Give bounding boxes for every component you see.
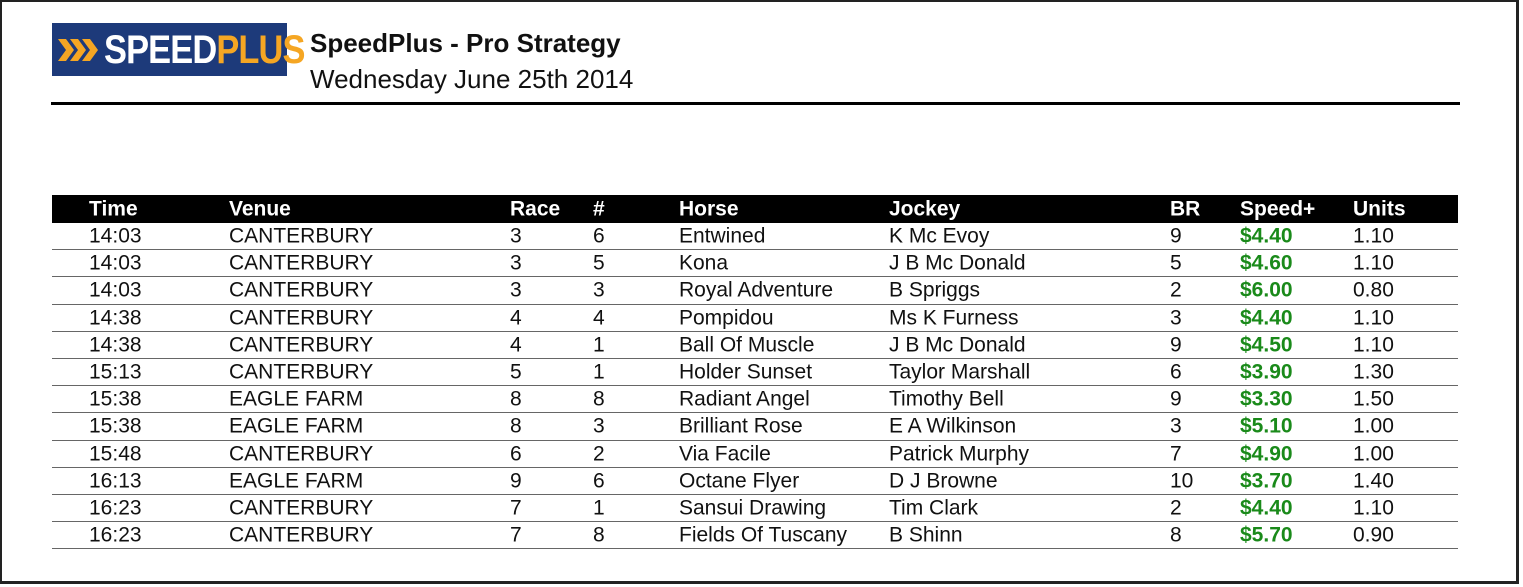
cell-horse: Sansui Drawing — [679, 496, 827, 520]
cell-number: 1 — [593, 360, 605, 384]
cell-horse: Via Facile — [679, 442, 771, 466]
cell-br: 9 — [1170, 224, 1182, 248]
cell-race: 4 — [510, 306, 522, 330]
cell-units: 1.30 — [1353, 360, 1394, 384]
page-date: Wednesday June 25th 2014 — [310, 64, 634, 94]
cell-speed: $5.70 — [1240, 523, 1293, 547]
cell-venue: CANTERBURY — [229, 251, 374, 275]
column-header-horse: Horse — [679, 197, 739, 221]
cell-horse: Royal Adventure — [679, 278, 834, 302]
cell-horse: Pompidou — [679, 306, 774, 330]
cell-venue: CANTERBURY — [229, 306, 374, 330]
cell-speed: $6.00 — [1240, 278, 1293, 302]
cell-race: 4 — [510, 333, 522, 357]
table-row — [52, 277, 1458, 304]
table-row — [52, 468, 1458, 495]
table-row — [52, 522, 1458, 549]
cell-speed: $4.60 — [1240, 251, 1293, 275]
cell-time: 16:23 — [89, 496, 142, 520]
table-row — [52, 305, 1458, 332]
cell-venue: EAGLE FARM — [229, 387, 364, 411]
speedplus-logo — [52, 23, 305, 76]
cell-race: 5 — [510, 360, 522, 384]
cell-number: 3 — [593, 414, 605, 438]
cell-speed: $3.30 — [1240, 387, 1293, 411]
cell-jockey: B Spriggs — [889, 278, 981, 302]
cell-jockey: Patrick Murphy — [889, 442, 1030, 466]
column-header-number: # — [593, 197, 605, 221]
cell-jockey: Ms K Furness — [889, 306, 1019, 330]
cell-br: 7 — [1170, 442, 1182, 466]
cell-venue: CANTERBURY — [229, 278, 374, 302]
column-header-units: Units — [1353, 197, 1406, 221]
cell-units: 0.90 — [1353, 523, 1394, 547]
cell-time: 14:38 — [89, 333, 142, 357]
cell-time: 14:03 — [89, 278, 142, 302]
table-row — [52, 413, 1458, 440]
cell-venue: CANTERBURY — [229, 496, 374, 520]
cell-number: 4 — [593, 306, 605, 330]
table-row — [52, 386, 1458, 413]
cell-number: 6 — [593, 224, 605, 248]
cell-br: 10 — [1170, 469, 1194, 493]
cell-jockey: D J Browne — [889, 469, 998, 493]
cell-race: 7 — [510, 496, 522, 520]
cell-speed: $5.10 — [1240, 414, 1293, 438]
cell-time: 16:13 — [89, 469, 142, 493]
cell-jockey: J B Mc Donald — [889, 333, 1026, 357]
cell-horse: Fields Of Tuscany — [679, 523, 848, 547]
cell-time: 15:38 — [89, 414, 142, 438]
cell-number: 8 — [593, 523, 605, 547]
cell-race: 3 — [510, 278, 522, 302]
cell-venue: CANTERBURY — [229, 523, 374, 547]
selections-table — [52, 195, 1458, 549]
table-row — [52, 223, 1458, 250]
cell-units: 1.10 — [1353, 496, 1394, 520]
cell-horse: Octane Flyer — [679, 469, 800, 493]
cell-speed: $4.40 — [1240, 306, 1293, 330]
cell-venue: CANTERBURY — [229, 224, 374, 248]
cell-race: 3 — [510, 251, 522, 275]
cell-units: 1.10 — [1353, 333, 1394, 357]
header-divider — [51, 102, 1460, 105]
cell-race: 9 — [510, 469, 522, 493]
column-header-jockey: Jockey — [889, 197, 961, 221]
cell-time: 14:03 — [89, 224, 142, 248]
cell-br: 2 — [1170, 278, 1182, 302]
cell-br: 2 — [1170, 496, 1182, 520]
logo-speed: SPEED — [104, 27, 217, 72]
cell-race: 8 — [510, 414, 522, 438]
table-row — [52, 332, 1458, 359]
cell-venue: EAGLE FARM — [229, 414, 364, 438]
cell-units: 1.10 — [1353, 251, 1394, 275]
column-header-speed: Speed+ — [1240, 197, 1316, 221]
cell-horse: Entwined — [679, 224, 766, 248]
cell-venue: CANTERBURY — [229, 360, 374, 384]
cell-br: 6 — [1170, 360, 1182, 384]
column-header-venue: Venue — [229, 197, 291, 221]
cell-units: 1.40 — [1353, 469, 1394, 493]
cell-jockey: B Shinn — [889, 523, 963, 547]
cell-number: 6 — [593, 469, 605, 493]
cell-br: 5 — [1170, 251, 1182, 275]
cell-time: 14:03 — [89, 251, 142, 275]
cell-race: 7 — [510, 523, 522, 547]
cell-speed: $3.90 — [1240, 360, 1293, 384]
cell-horse: Brilliant Rose — [679, 414, 803, 438]
cell-venue: EAGLE FARM — [229, 469, 364, 493]
cell-units: 1.10 — [1353, 306, 1394, 330]
cell-number: 1 — [593, 496, 605, 520]
cell-units: 1.00 — [1353, 414, 1394, 438]
cell-horse: Holder Sunset — [679, 360, 813, 384]
cell-number: 2 — [593, 442, 605, 466]
cell-race: 8 — [510, 387, 522, 411]
cell-number: 8 — [593, 387, 605, 411]
table-row — [52, 495, 1458, 522]
table-body — [52, 223, 1458, 549]
cell-horse: Kona — [679, 251, 729, 275]
cell-horse: Radiant Angel — [679, 387, 810, 411]
cell-time: 15:13 — [89, 360, 142, 384]
cell-jockey: K Mc Evoy — [889, 224, 990, 248]
cell-time: 16:23 — [89, 523, 142, 547]
cell-time: 15:48 — [89, 442, 142, 466]
cell-speed: $3.70 — [1240, 469, 1293, 493]
table-row — [52, 441, 1458, 468]
cell-time: 14:38 — [89, 306, 142, 330]
cell-br: 8 — [1170, 523, 1182, 547]
cell-units: 1.50 — [1353, 387, 1394, 411]
cell-units: 1.00 — [1353, 442, 1394, 466]
cell-race: 6 — [510, 442, 522, 466]
cell-br: 9 — [1170, 333, 1182, 357]
table-row — [52, 359, 1458, 386]
cell-number: 1 — [593, 333, 605, 357]
cell-horse: Ball Of Muscle — [679, 333, 815, 357]
cell-venue: CANTERBURY — [229, 442, 374, 466]
cell-number: 5 — [593, 251, 605, 275]
cell-br: 9 — [1170, 387, 1182, 411]
cell-br: 3 — [1170, 306, 1182, 330]
table-row — [52, 250, 1458, 277]
cell-units: 0.80 — [1353, 278, 1394, 302]
cell-units: 1.10 — [1353, 224, 1394, 248]
column-header-race: Race — [510, 197, 561, 221]
cell-venue: CANTERBURY — [229, 333, 374, 357]
logo-wordmark — [104, 27, 305, 72]
cell-jockey: Timothy Bell — [889, 387, 1004, 411]
page-title: SpeedPlus - Pro Strategy — [310, 28, 621, 58]
table-header — [52, 195, 1458, 223]
chevrons-icon — [56, 35, 100, 65]
cell-jockey: E A Wilkinson — [889, 414, 1017, 438]
cell-time: 15:38 — [89, 387, 142, 411]
cell-speed: $4.50 — [1240, 333, 1293, 357]
cell-speed: $4.90 — [1240, 442, 1293, 466]
logo-plus: PLUS — [216, 27, 305, 72]
cell-race: 3 — [510, 224, 522, 248]
cell-jockey: Taylor Marshall — [889, 360, 1031, 384]
column-header-br: BR — [1170, 197, 1201, 221]
cell-jockey: Tim Clark — [889, 496, 979, 520]
cell-number: 3 — [593, 278, 605, 302]
cell-br: 3 — [1170, 414, 1182, 438]
cell-speed: $4.40 — [1240, 496, 1293, 520]
cell-speed: $4.40 — [1240, 224, 1293, 248]
column-header-time: Time — [89, 197, 138, 221]
cell-jockey: J B Mc Donald — [889, 251, 1026, 275]
